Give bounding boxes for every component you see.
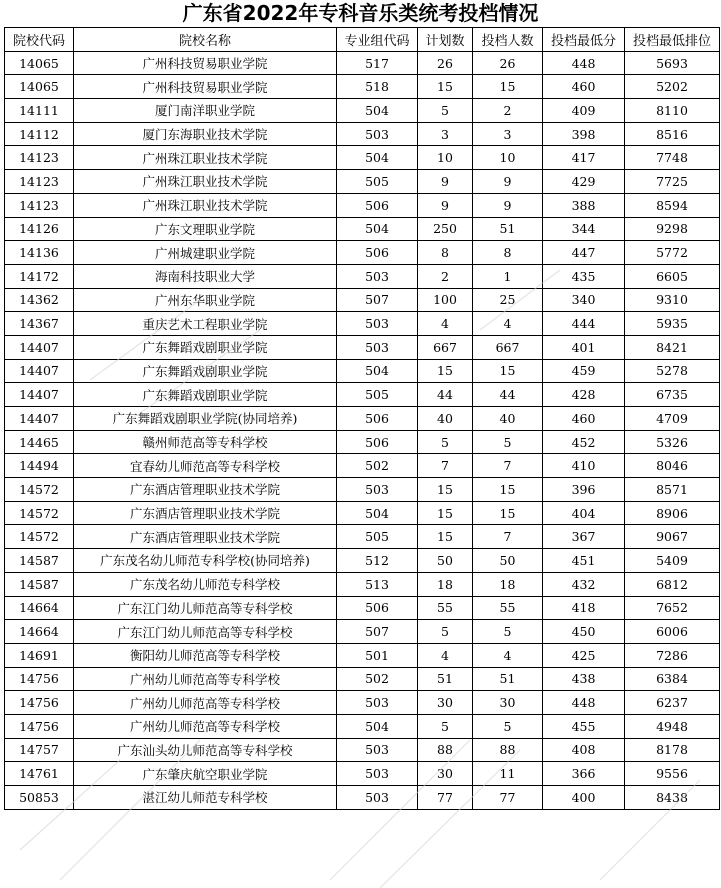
min-rank-cell: 5772	[625, 241, 720, 265]
column-header-group-code: 专业组代码	[337, 28, 418, 52]
plan-count-cell: 9	[418, 193, 473, 217]
admitted-count-cell: 51	[473, 217, 543, 241]
admitted-count-cell: 5	[473, 620, 543, 644]
min-score-cell: 396	[543, 478, 625, 502]
school-name-cell: 广州幼儿师范高等专科学校	[74, 714, 337, 738]
school-code-cell: 14691	[5, 643, 74, 667]
min-score-cell: 460	[543, 407, 625, 431]
school-code-cell: 14756	[5, 714, 74, 738]
plan-count-cell: 9	[418, 170, 473, 194]
group-code-cell: 506	[337, 596, 418, 620]
column-header-min-score: 投档最低分	[543, 28, 625, 52]
min-score-cell: 340	[543, 288, 625, 312]
min-rank-cell: 5202	[625, 75, 720, 99]
plan-count-cell: 55	[418, 596, 473, 620]
admitted-count-cell: 4	[473, 312, 543, 336]
admitted-count-cell: 50	[473, 549, 543, 573]
school-code-cell: 50853	[5, 786, 74, 810]
table-row	[5, 525, 720, 549]
min-score-cell: 438	[543, 667, 625, 691]
min-rank-cell: 6237	[625, 691, 720, 715]
table-row	[5, 217, 720, 241]
admitted-count-cell: 1	[473, 264, 543, 288]
admitted-count-cell: 7	[473, 525, 543, 549]
table-row	[5, 335, 720, 359]
plan-count-cell: 100	[418, 288, 473, 312]
admitted-count-cell: 11	[473, 762, 543, 786]
group-code-cell: 505	[337, 525, 418, 549]
table-row	[5, 122, 720, 146]
plan-count-cell: 250	[418, 217, 473, 241]
min-rank-cell: 8421	[625, 335, 720, 359]
table-row	[5, 359, 720, 383]
table-row	[5, 762, 720, 786]
table-row	[5, 193, 720, 217]
min-rank-cell: 8046	[625, 454, 720, 478]
group-code-cell: 506	[337, 241, 418, 265]
min-rank-cell: 8571	[625, 478, 720, 502]
school-code-cell: 14136	[5, 241, 74, 265]
school-name-cell: 广东酒店管理职业技术学院	[74, 525, 337, 549]
school-code-cell: 14123	[5, 193, 74, 217]
school-name-cell: 广州珠江职业技术学院	[74, 146, 337, 170]
school-name-cell: 海南科技职业大学	[74, 264, 337, 288]
group-code-cell: 501	[337, 643, 418, 667]
min-score-cell: 425	[543, 643, 625, 667]
admitted-count-cell: 26	[473, 51, 543, 75]
school-name-cell: 广东江门幼儿师范高等专科学校	[74, 620, 337, 644]
school-name-cell: 广东文理职业学院	[74, 217, 337, 241]
plan-count-cell: 4	[418, 312, 473, 336]
school-code-cell: 14494	[5, 454, 74, 478]
admitted-count-cell: 5	[473, 430, 543, 454]
school-name-cell: 广东舞蹈戏剧职业学院	[74, 335, 337, 359]
min-rank-cell: 6735	[625, 383, 720, 407]
group-code-cell: 504	[337, 146, 418, 170]
school-code-cell: 14111	[5, 99, 74, 123]
plan-count-cell: 667	[418, 335, 473, 359]
group-code-cell: 513	[337, 572, 418, 596]
plan-count-cell: 4	[418, 643, 473, 667]
admitted-count-cell: 15	[473, 359, 543, 383]
min-score-cell: 409	[543, 99, 625, 123]
min-score-cell: 451	[543, 549, 625, 573]
plan-count-cell: 40	[418, 407, 473, 431]
plan-count-cell: 15	[418, 525, 473, 549]
min-rank-cell: 8594	[625, 193, 720, 217]
school-name-cell: 广东舞蹈戏剧职业学院	[74, 383, 337, 407]
school-name-cell: 广州珠江职业技术学院	[74, 193, 337, 217]
min-score-cell: 404	[543, 501, 625, 525]
table-row	[5, 407, 720, 431]
min-score-cell: 448	[543, 51, 625, 75]
min-rank-cell: 7748	[625, 146, 720, 170]
table-row	[5, 572, 720, 596]
min-score-cell: 417	[543, 146, 625, 170]
plan-count-cell: 15	[418, 359, 473, 383]
school-name-cell: 赣州师范高等专科学校	[74, 430, 337, 454]
plan-count-cell: 30	[418, 762, 473, 786]
table-row	[5, 430, 720, 454]
table-row	[5, 312, 720, 336]
school-code-cell: 14065	[5, 75, 74, 99]
min-rank-cell: 4948	[625, 714, 720, 738]
group-code-cell: 507	[337, 288, 418, 312]
group-code-cell: 504	[337, 359, 418, 383]
school-code-cell: 14664	[5, 596, 74, 620]
school-code-cell: 14123	[5, 170, 74, 194]
min-score-cell: 448	[543, 691, 625, 715]
admitted-count-cell: 15	[473, 75, 543, 99]
school-name-cell: 衡阳幼儿师范高等专科学校	[74, 643, 337, 667]
min-rank-cell: 7652	[625, 596, 720, 620]
admitted-count-cell: 2	[473, 99, 543, 123]
group-code-cell: 512	[337, 549, 418, 573]
school-code-cell: 14172	[5, 264, 74, 288]
group-code-cell: 504	[337, 501, 418, 525]
school-code-cell: 14407	[5, 407, 74, 431]
table-row	[5, 786, 720, 810]
admitted-count-cell: 4	[473, 643, 543, 667]
plan-count-cell: 30	[418, 691, 473, 715]
school-name-cell: 厦门东海职业技术学院	[74, 122, 337, 146]
min-score-cell: 408	[543, 738, 625, 762]
min-rank-cell: 8516	[625, 122, 720, 146]
school-code-cell: 14587	[5, 549, 74, 573]
table-row	[5, 691, 720, 715]
school-name-cell: 广东茂名幼儿师范专科学校(协同培养)	[74, 549, 337, 573]
school-code-cell: 14362	[5, 288, 74, 312]
admitted-count-cell: 44	[473, 383, 543, 407]
min-score-cell: 366	[543, 762, 625, 786]
group-code-cell: 503	[337, 786, 418, 810]
table-row	[5, 549, 720, 573]
plan-count-cell: 5	[418, 430, 473, 454]
min-score-cell: 428	[543, 383, 625, 407]
admitted-count-cell: 15	[473, 501, 543, 525]
school-name-cell: 广州科技贸易职业学院	[74, 51, 337, 75]
min-score-cell: 447	[543, 241, 625, 265]
min-score-cell: 459	[543, 359, 625, 383]
min-score-cell: 455	[543, 714, 625, 738]
admitted-count-cell: 3	[473, 122, 543, 146]
admitted-count-cell: 8	[473, 241, 543, 265]
table-row	[5, 738, 720, 762]
min-rank-cell: 5278	[625, 359, 720, 383]
school-name-cell: 广州幼儿师范高等专科学校	[74, 667, 337, 691]
plan-count-cell: 2	[418, 264, 473, 288]
group-code-cell: 506	[337, 430, 418, 454]
school-name-cell: 广东汕头幼儿师范高等专科学校	[74, 738, 337, 762]
admitted-count-cell: 55	[473, 596, 543, 620]
group-code-cell: 503	[337, 122, 418, 146]
min-score-cell: 435	[543, 264, 625, 288]
plan-count-cell: 15	[418, 478, 473, 502]
min-rank-cell: 5326	[625, 430, 720, 454]
table-row	[5, 99, 720, 123]
plan-count-cell: 15	[418, 75, 473, 99]
group-code-cell: 504	[337, 714, 418, 738]
min-rank-cell: 9310	[625, 288, 720, 312]
min-score-cell: 410	[543, 454, 625, 478]
admitted-count-cell: 51	[473, 667, 543, 691]
column-header-plan-count: 计划数	[418, 28, 473, 52]
table-row	[5, 241, 720, 265]
admitted-count-cell: 9	[473, 170, 543, 194]
min-rank-cell: 6605	[625, 264, 720, 288]
school-name-cell: 广东舞蹈戏剧职业学院	[74, 359, 337, 383]
min-rank-cell: 4709	[625, 407, 720, 431]
school-name-cell: 广州珠江职业技术学院	[74, 170, 337, 194]
table-row	[5, 620, 720, 644]
group-code-cell: 503	[337, 762, 418, 786]
group-code-cell: 506	[337, 407, 418, 431]
group-code-cell: 503	[337, 478, 418, 502]
table-row	[5, 51, 720, 75]
school-name-cell: 广东茂名幼儿师范专科学校	[74, 572, 337, 596]
admitted-count-cell: 40	[473, 407, 543, 431]
school-name-cell: 湛江幼儿师范专科学校	[74, 786, 337, 810]
plan-count-cell: 18	[418, 572, 473, 596]
school-code-cell: 14761	[5, 762, 74, 786]
school-code-cell: 14112	[5, 122, 74, 146]
min-score-cell: 398	[543, 122, 625, 146]
min-rank-cell: 8906	[625, 501, 720, 525]
plan-count-cell: 44	[418, 383, 473, 407]
min-score-cell: 429	[543, 170, 625, 194]
plan-count-cell: 8	[418, 241, 473, 265]
admission-table	[4, 27, 720, 810]
group-code-cell: 504	[337, 99, 418, 123]
table-row	[5, 596, 720, 620]
table-row	[5, 146, 720, 170]
admitted-count-cell: 9	[473, 193, 543, 217]
school-name-cell: 广东舞蹈戏剧职业学院(协同培养)	[74, 407, 337, 431]
school-name-cell: 重庆艺术工程职业学院	[74, 312, 337, 336]
plan-count-cell: 10	[418, 146, 473, 170]
min-rank-cell: 5409	[625, 549, 720, 573]
school-name-cell: 宜春幼儿师范高等专科学校	[74, 454, 337, 478]
table-row	[5, 288, 720, 312]
column-header-admitted-count: 投档人数	[473, 28, 543, 52]
group-code-cell: 503	[337, 264, 418, 288]
school-name-cell: 广东肇庆航空职业学院	[74, 762, 337, 786]
plan-count-cell: 50	[418, 549, 473, 573]
min-rank-cell: 5935	[625, 312, 720, 336]
school-code-cell: 14664	[5, 620, 74, 644]
school-code-cell: 14123	[5, 146, 74, 170]
min-score-cell: 450	[543, 620, 625, 644]
min-rank-cell: 7286	[625, 643, 720, 667]
min-score-cell: 400	[543, 786, 625, 810]
column-header-school-name: 院校名称	[74, 28, 337, 52]
min-rank-cell: 7725	[625, 170, 720, 194]
table-row	[5, 170, 720, 194]
min-rank-cell: 9298	[625, 217, 720, 241]
group-code-cell: 505	[337, 383, 418, 407]
plan-count-cell: 5	[418, 620, 473, 644]
school-code-cell: 14367	[5, 312, 74, 336]
min-score-cell: 418	[543, 596, 625, 620]
plan-count-cell: 7	[418, 454, 473, 478]
table-body	[5, 51, 720, 809]
school-code-cell: 14065	[5, 51, 74, 75]
min-rank-cell: 5693	[625, 51, 720, 75]
plan-count-cell: 88	[418, 738, 473, 762]
min-score-cell: 388	[543, 193, 625, 217]
group-code-cell: 502	[337, 667, 418, 691]
min-score-cell: 401	[543, 335, 625, 359]
admitted-count-cell: 15	[473, 478, 543, 502]
table-row	[5, 643, 720, 667]
min-score-cell: 344	[543, 217, 625, 241]
school-code-cell: 14126	[5, 217, 74, 241]
table-row	[5, 75, 720, 99]
school-name-cell: 广东江门幼儿师范高等专科学校	[74, 596, 337, 620]
admitted-count-cell: 77	[473, 786, 543, 810]
school-code-cell: 14756	[5, 667, 74, 691]
plan-count-cell: 15	[418, 501, 473, 525]
table-row	[5, 714, 720, 738]
school-name-cell: 广州科技贸易职业学院	[74, 75, 337, 99]
school-code-cell: 14572	[5, 525, 74, 549]
min-score-cell: 432	[543, 572, 625, 596]
admitted-count-cell: 667	[473, 335, 543, 359]
group-code-cell: 503	[337, 691, 418, 715]
school-name-cell: 广东酒店管理职业技术学院	[74, 501, 337, 525]
plan-count-cell: 77	[418, 786, 473, 810]
school-name-cell: 广州幼儿师范高等专科学校	[74, 691, 337, 715]
page-title: 广东省2022年专科音乐类统考投档情况	[182, 1, 539, 25]
plan-count-cell: 26	[418, 51, 473, 75]
min-rank-cell: 8178	[625, 738, 720, 762]
school-code-cell: 14407	[5, 359, 74, 383]
group-code-cell: 518	[337, 75, 418, 99]
table-row	[5, 667, 720, 691]
school-name-cell: 厦门南洋职业学院	[74, 99, 337, 123]
school-code-cell: 14756	[5, 691, 74, 715]
admitted-count-cell: 25	[473, 288, 543, 312]
plan-count-cell: 5	[418, 99, 473, 123]
school-name-cell: 广州城建职业学院	[74, 241, 337, 265]
table-row	[5, 383, 720, 407]
min-score-cell: 444	[543, 312, 625, 336]
plan-count-cell: 5	[418, 714, 473, 738]
school-code-cell: 14572	[5, 501, 74, 525]
group-code-cell: 505	[337, 170, 418, 194]
min-rank-cell: 9556	[625, 762, 720, 786]
school-code-cell: 14465	[5, 430, 74, 454]
school-code-cell: 14407	[5, 335, 74, 359]
admitted-count-cell: 88	[473, 738, 543, 762]
min-rank-cell: 6006	[625, 620, 720, 644]
group-code-cell: 504	[337, 217, 418, 241]
table-row	[5, 264, 720, 288]
school-code-cell: 14757	[5, 738, 74, 762]
table-row	[5, 478, 720, 502]
table-row	[5, 501, 720, 525]
min-score-cell: 460	[543, 75, 625, 99]
min-rank-cell: 8110	[625, 99, 720, 123]
header-row	[5, 28, 720, 52]
group-code-cell: 503	[337, 738, 418, 762]
plan-count-cell: 3	[418, 122, 473, 146]
group-code-cell: 503	[337, 335, 418, 359]
group-code-cell: 507	[337, 620, 418, 644]
group-code-cell: 502	[337, 454, 418, 478]
min-rank-cell: 6384	[625, 667, 720, 691]
min-rank-cell: 6812	[625, 572, 720, 596]
min-rank-cell: 8438	[625, 786, 720, 810]
group-code-cell: 517	[337, 51, 418, 75]
table-row	[5, 454, 720, 478]
column-header-min-rank: 投档最低排位	[625, 28, 720, 52]
min-score-cell: 452	[543, 430, 625, 454]
school-name-cell: 广东酒店管理职业技术学院	[74, 478, 337, 502]
school-code-cell: 14572	[5, 478, 74, 502]
admitted-count-cell: 7	[473, 454, 543, 478]
admitted-count-cell: 18	[473, 572, 543, 596]
column-header-school-code: 院校代码	[5, 28, 74, 52]
admitted-count-cell: 30	[473, 691, 543, 715]
plan-count-cell: 51	[418, 667, 473, 691]
admitted-count-cell: 10	[473, 146, 543, 170]
admitted-count-cell: 5	[473, 714, 543, 738]
school-code-cell: 14407	[5, 383, 74, 407]
school-code-cell: 14587	[5, 572, 74, 596]
group-code-cell: 506	[337, 193, 418, 217]
min-rank-cell: 9067	[625, 525, 720, 549]
group-code-cell: 503	[337, 312, 418, 336]
min-score-cell: 367	[543, 525, 625, 549]
school-name-cell: 广州东华职业学院	[74, 288, 337, 312]
